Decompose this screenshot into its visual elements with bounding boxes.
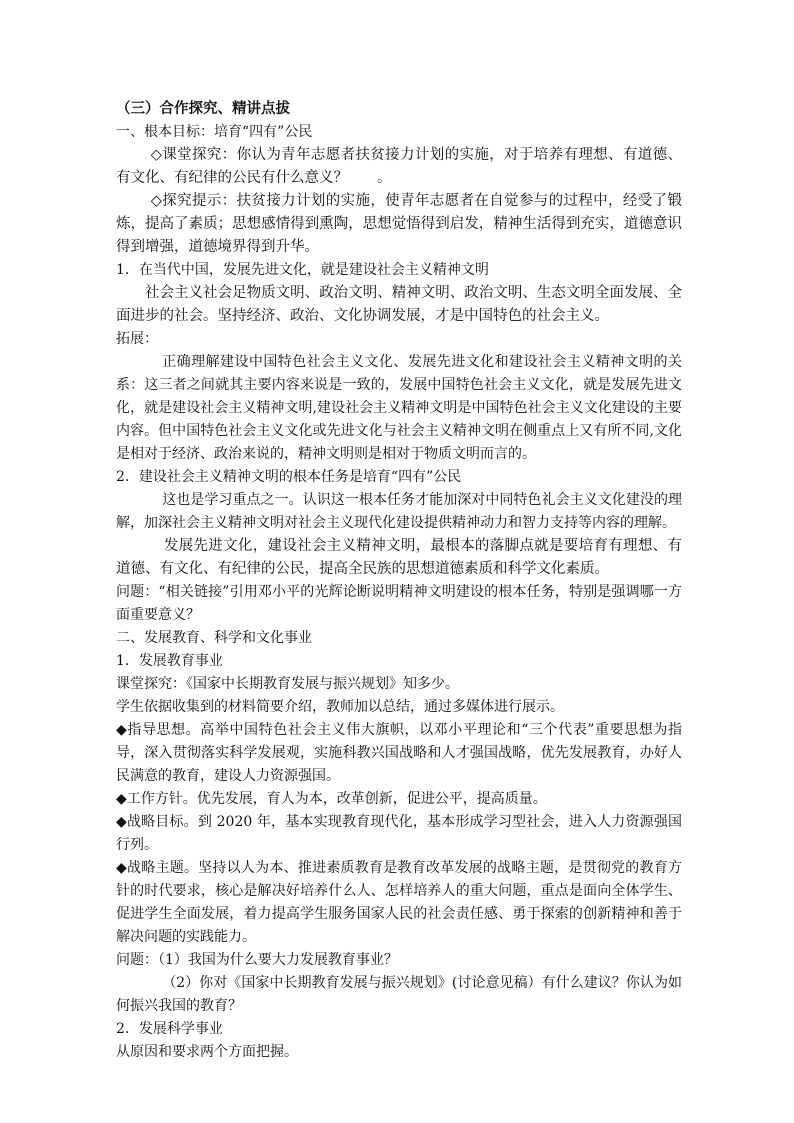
question-2: （2）你对《国家中长期教育发展与振兴规划》(讨论意见稿）有什么建议？你认为如何振兴我国的教育？ xyxy=(116,975,682,1014)
paragraph-extension: 正确理解建设中国特色社会主义文化、发展先进文化和建设社会主义精神文明的关系：这三者之间就其主要内容来说是一致的，发展中国特色社会主义文化，就是发展先进文化，就是建设社会主义精神文明,建设社会主义精神文明是中国特色社会主义文化建设的主要内容。但中国特色社会主义文化或先进文化与社会主义精神文明在侧重点上又有所不同,文化是相对于经济、政治来说的，精神文明则是相对于物质文明而言的。 xyxy=(116,354,682,462)
paragraph-socialism: 社会主义社会足物质文明、政治文明、精神文明、政治文明、生态文明全面发展、全面进步的社会。坚持经济、政治、文化协调发展，才是中国特色的社会主义。 xyxy=(116,285,682,324)
extension-label: 拓展： xyxy=(116,331,158,347)
classroom-inquiry-2: 课堂探究：《国家中长期教育发展与振兴规划》知多少。 xyxy=(116,676,459,692)
classroom-inquiry: ◇课堂探究：你认为青年志愿者扶贫接力计划的实施，对于培养有理想、有道德、有文化、有纪律的公民有什么意义？ 。 xyxy=(116,147,682,186)
heading-2: 二、发展教育、科学和文化事业 xyxy=(116,630,312,646)
question-link: 问题：“相关链接”引用邓小平的光辉论断说明精神文明建设的根本任务，特别是强调哪一方面重要意义？ xyxy=(116,584,682,623)
bullet-strategic-goal: ◆战略目标。到 2020 年，基本实现教育现代化，基本形成学习型社会，进入人力资源强国行列。 xyxy=(116,814,682,853)
question-1: 问题：（1）我国为什么要大力发展教育事业？ xyxy=(116,952,398,968)
student-activity: 学生依据收集到的材料简要介绍，教师加以总结，通过多媒体进行展示。 xyxy=(116,699,564,715)
bullet-work-policy: ◆工作方针。优先发展，育人为本，改革创新，促进公平，提高质量。 xyxy=(116,791,547,807)
point-2: 2．建设社会主义精神文明的根本任务是培育“四有”公民 xyxy=(116,469,462,485)
point-education: 1．发展教育事业 xyxy=(116,653,223,669)
inquiry-hint: ◇探究提示：扶贫接力计划的实施，使青年志愿者在自觉参与的过程中，经受了锻炼，提高了素质；思想感情得到熏陶，思想觉悟得到启发，精神生活得到充实，道德意识得到增强，道德境界得到升华。 xyxy=(116,193,682,255)
point-1: 1．在当代中国，发展先进文化，就是建设社会主义精神文明 xyxy=(116,262,489,278)
point-science: 2．发展科学事业 xyxy=(116,1021,223,1037)
bullet-guiding-ideology: ◆指导思想。高举中国特色社会主义伟大旗帜，以邓小平理论和“三个代表”重要思想为指导，深入贯彻落实科学发展观，实施科教兴国战略和人才强国战略，优先发展教育，办好人民满意的教育，建设人力资源强国。 xyxy=(116,722,682,784)
paragraph-key-point: 这也是学习重点之一。认识这一根本任务才能加深对中同特色礼会主义文化建没的理解，加深社会主义精神文明对社会主义现代化建设提供精神动力和智力支持等内容的理解。 xyxy=(116,492,682,531)
heading-1: 一、根本目标：培育“四有”公民 xyxy=(116,124,313,140)
paragraph-foothold: 发展先进文化，建设社会主义精神文明，最根本的落脚点就是要培育有理想、有道德、有文化、有纪律的公民，提高全民族的思想道德素质和科学文化素质。 xyxy=(116,538,682,577)
document-body xyxy=(116,97,682,1064)
science-note: 从原因和要求两个方面把握。 xyxy=(116,1044,298,1060)
section-title: （三）合作探究、精讲点拔 xyxy=(116,100,290,117)
bullet-strategic-theme: ◆战略主题。坚持以人为本、推进素质教育是教育改革发展的战略主题，是贯彻党的教育方针的时代要求，核心是解决好培养什么人、怎样培养人的重大问题，重点是面向全体学生、促进学生全面发展，着力提高学生服务国家人民的社会责任感、勇于探索的创新精神和善于解决问题的实践能力。 xyxy=(116,860,682,945)
